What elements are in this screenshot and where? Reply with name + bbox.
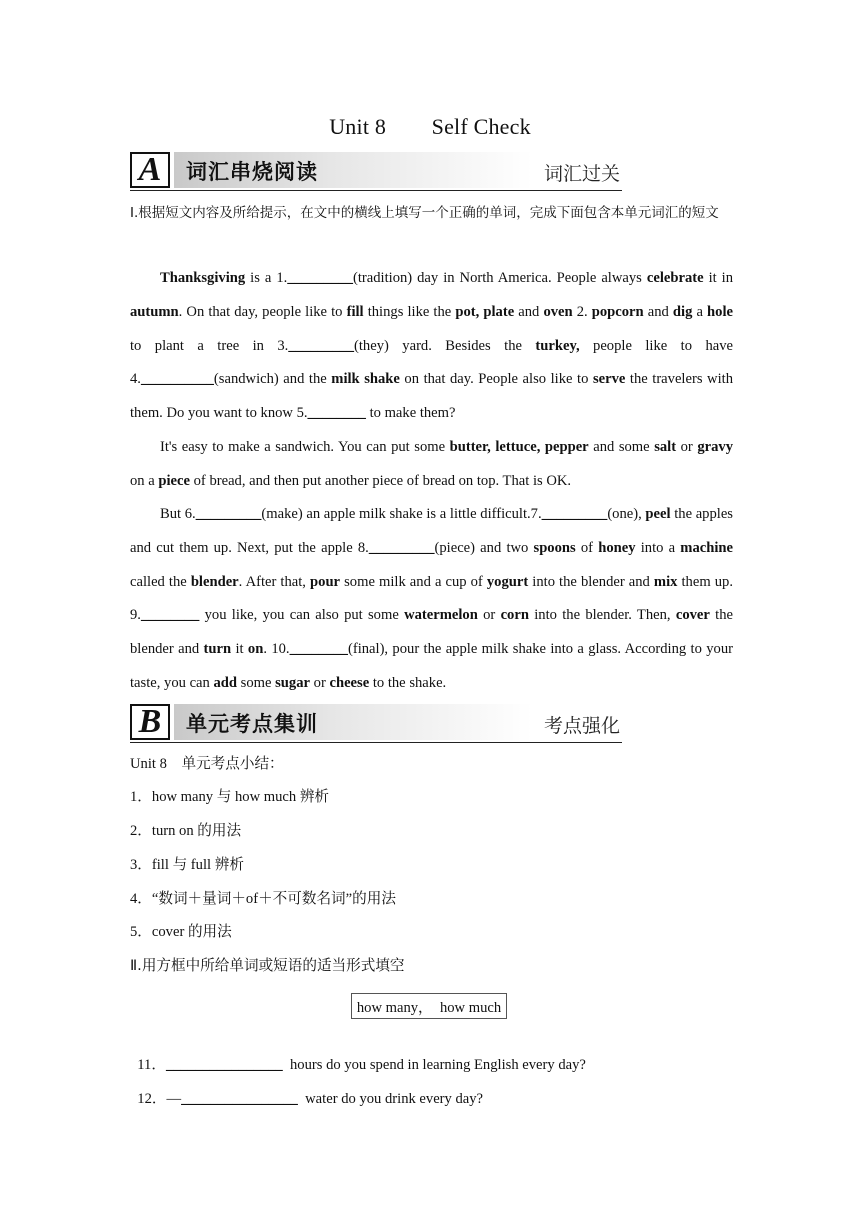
passage-text: the apples and cut them up. Next, put the apple 8.	[130, 506, 733, 556]
passage-text: the blender and	[130, 607, 733, 658]
keyword: corn	[500, 607, 529, 624]
passage-text: the travelers with them. Do you want to know 5.	[130, 371, 733, 422]
passage-text: into the blender and	[528, 573, 654, 590]
passage-text: . 10.	[263, 641, 290, 658]
question-number: 11．	[137, 1057, 166, 1073]
passage-paragraph-2	[130, 431, 733, 499]
passage-text: (sandwich) and the	[213, 371, 332, 388]
passage-text: things like the	[363, 303, 456, 320]
summary-point: 4．“数词＋量词＋of＋不可数名词”的用法	[130, 891, 396, 907]
instruction-1: Ⅰ.根据短文内容及所给提示，在文中的横线上填写一个正确的单词，完成下面包含本单元词汇的短文	[130, 205, 719, 221]
section-a-heading: 词汇串烧阅读	[186, 160, 318, 184]
section-a-badge: A	[130, 152, 170, 188]
passage-text: to make them?	[365, 405, 456, 422]
passage-text: (one),	[607, 506, 646, 522]
keyword: turkey,	[535, 337, 580, 354]
passage-text: is a 1.	[245, 270, 288, 286]
keyword: turn	[203, 641, 232, 658]
keyword: watermelon	[404, 607, 478, 624]
passage-text: some	[237, 674, 276, 691]
summary-point: 1．how many 与 how much 辨析	[130, 789, 330, 805]
passage-text: it	[231, 641, 248, 658]
answer-blank[interactable]: _________	[195, 506, 262, 522]
keyword: spoons	[533, 539, 576, 556]
question-text: water do you drink every day?	[297, 1091, 484, 1107]
passage-text: on a	[130, 472, 159, 489]
passage-text: or	[676, 439, 698, 455]
passage-text: to plant a tree in 3.	[130, 337, 289, 354]
passage-text: into a	[635, 539, 681, 556]
keyword: pot, plate	[455, 303, 515, 320]
keyword: mix	[653, 573, 678, 590]
word-box: how many， how much	[351, 993, 507, 1019]
keyword: add	[213, 674, 238, 691]
keyword: butter, lettuce, pepper	[449, 439, 589, 455]
page-title: Unit 8 Self Check	[329, 114, 531, 139]
section-a-tag: 词汇过关	[543, 163, 620, 185]
keyword: dig	[672, 303, 693, 320]
keyword: piece	[158, 472, 190, 489]
answer-blank[interactable]: _________	[368, 539, 435, 556]
summary-point: 5．cover 的用法	[130, 924, 232, 940]
question-number: 12．—	[137, 1091, 182, 1107]
keyword: salt	[654, 439, 677, 455]
keyword: celebrate	[646, 270, 704, 286]
passage-text: . After that,	[238, 573, 311, 590]
passage-text: on that day. People also like to	[399, 371, 593, 388]
keyword: hole	[707, 303, 733, 320]
keyword: serve	[592, 371, 626, 388]
passage-text: or	[477, 607, 501, 624]
passage-paragraph-3	[130, 498, 733, 701]
passage-text: of bread, and then put another piece of bread on top. That is OK.	[189, 472, 572, 489]
passage-text: (make) an apple milk shake is a little difficult.7.	[261, 506, 542, 522]
passage-text: to the shake.	[369, 674, 447, 691]
keyword: gravy	[697, 439, 733, 455]
keyword: machine	[680, 539, 733, 556]
passage-text: called the	[130, 573, 191, 590]
keyword: honey	[598, 539, 636, 556]
instruction-2: Ⅱ.用方框中所给单词或短语的适当形式填空	[130, 957, 405, 974]
answer-blank[interactable]: __________	[140, 371, 214, 388]
keyword: on	[247, 641, 264, 658]
keyword: milk shake	[331, 371, 400, 388]
question-text: hours do you spend in learning English every day?	[282, 1057, 586, 1073]
passage-text: (piece) and two	[434, 539, 534, 556]
keyword: pour	[310, 573, 341, 590]
passage-text: and some	[588, 439, 655, 455]
passage-text: or	[310, 674, 330, 691]
keyword: autumn	[130, 303, 179, 320]
passage-text: you like, you can also put some	[199, 607, 405, 624]
keyword: popcorn	[591, 303, 644, 320]
keyword: oven	[543, 303, 573, 320]
passage-text: It's easy to make a sandwich. You can put some	[160, 439, 450, 455]
answer-blank[interactable]: ________	[289, 641, 348, 658]
section-a-banner	[130, 152, 622, 191]
answer-blank[interactable]: _________	[287, 270, 353, 286]
passage-text: it in	[703, 270, 734, 286]
passage-text: . On that day, people like to	[178, 303, 347, 320]
keyword: cover	[675, 607, 710, 624]
passage-text: But 6.	[160, 506, 196, 522]
passage-text: 2.	[572, 303, 592, 320]
keyword: cheese	[329, 674, 370, 691]
keyword: Thanksgiving	[160, 270, 246, 286]
passage-text: and	[643, 303, 673, 320]
keyword: peel	[645, 506, 671, 522]
keyword: fill	[346, 303, 364, 320]
section-b-heading: 单元考点集训	[186, 712, 318, 736]
summary-header: Unit 8 单元考点小结：	[130, 756, 284, 772]
passage-text: a	[692, 303, 708, 320]
answer-blank[interactable]: ________	[307, 405, 366, 422]
keyword: blender	[190, 573, 239, 590]
passage-text: people like to have 4.	[130, 337, 734, 388]
answer-blank[interactable]: _________	[541, 506, 608, 522]
passage-text: of	[575, 539, 599, 556]
answer-blank[interactable]: _________	[288, 337, 355, 354]
passage-text: into the blender. Then,	[528, 607, 676, 624]
passage-text: some milk and a cup of	[340, 573, 487, 590]
passage-paragraph-1	[130, 262, 733, 431]
passage-text: and	[514, 303, 544, 320]
summary-point: 2．turn on 的用法	[130, 823, 242, 839]
passage-text: (final), pour the apple milk shake into a glass. According to your taste, you can	[130, 641, 733, 691]
section-b-badge: B	[130, 704, 170, 740]
passage-text: (they) yard. Besides the	[354, 337, 536, 354]
passage-text: them up. 9.	[130, 573, 733, 624]
answer-blank[interactable]: ________	[140, 607, 200, 624]
passage-text: (tradition) day in North America. People always	[352, 270, 647, 286]
section-b-tag: 考点强化	[543, 715, 620, 737]
keyword: yogurt	[486, 573, 529, 590]
section-b-banner	[130, 704, 622, 743]
keyword: sugar	[275, 674, 310, 691]
summary-point: 3．fill 与 full 辨析	[130, 857, 244, 873]
answer-blank[interactable]: ________________	[165, 1057, 283, 1073]
question-12	[130, 1069, 483, 1109]
answer-blank[interactable]: ________________	[181, 1091, 298, 1107]
